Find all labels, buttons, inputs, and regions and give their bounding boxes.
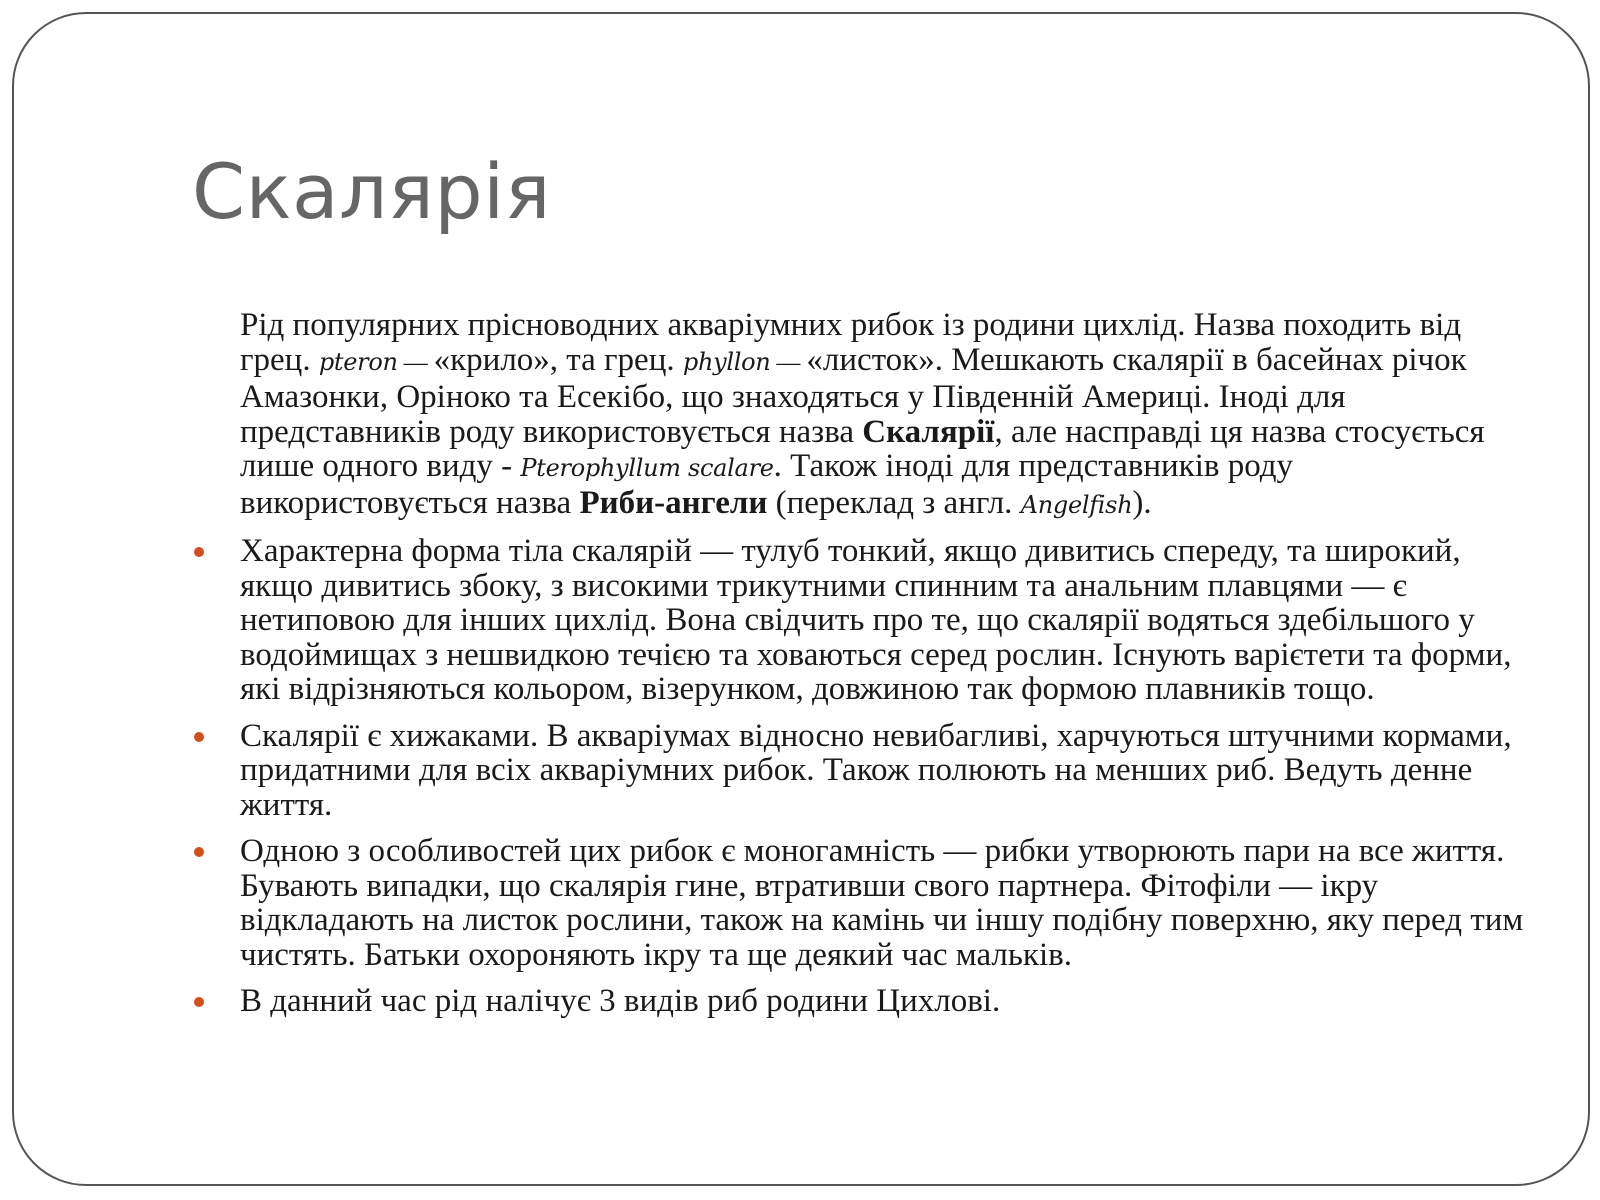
latin-term-angelfish: Angelfish [1020,490,1133,519]
bullet-dot-icon [194,997,204,1007]
intro-text-2: «крило», та грец. [433,341,683,378]
latin-term-pteron: pteron [318,347,398,376]
bullet-text-body-shape: Характерна форма тіла скалярій — тулуб тонкий, якщо дивитись спереду, та широкий, якщо дивитись збоку, з високими трикутними спинним та анальним плавцями — є нетиповою для інших цихлід. Вона свідчить про те, що скалярії водяться здебільшого у водоймищах з нешвидкою течією та ховаються серед рослин. Існують варієтети та форми, які відрізняються кольором, візерунком, довжиною так формою плавників тощо. [240,533,1512,707]
bullet-dot-icon [194,732,204,742]
intro-text-7: ). [1132,484,1152,521]
bold-term-angelfish-ua: Риби-ангели [579,484,768,521]
intro-text-3: «листок». Мешкають скалярії в басейнах річок Амазонки, Оріноко та Есекібо, що знаходяться у Південній Америці. Іноді для представників роду використовується назва [240,341,1467,450]
bullet-item-monogamy [240,834,1530,972]
slide-frame [12,12,1590,1186]
bullet-text-predators: Скалярії є хижаками. В акваріумах відносно невибагливі, харчуються штучними кормами, придатними для всіх акваріумних рибок. Також полюють на менших риб. Ведуть денне життя. [240,717,1512,823]
latin-term-phyllon: phyllon [682,347,771,376]
bullet-dot-icon [194,547,204,557]
bullet-text-species-count: В данний час рід налічує 3 видів риб родини Цихлові. [240,983,1001,1019]
bullet-dot-icon [194,847,204,857]
bullet-text-monogamy: Одною з особливостей цих рибок є моногамність — рибки утворюють пари на все життя. Бувають випадки, що скалярія гине, втративши свого партнера. Фітофіли — ікру відкладають на листок рослини, також на камінь чи іншу подібну поверхню, яку перед тим чистять. Батьки охороняють ікру та ще деякий час мальків. [240,833,1524,973]
intro-text-4: , але насправді ця назва стосується лише одного виду - [240,413,1485,484]
intro-text-5: . Також іноді для представників роду використовується назва [240,448,1294,521]
intro-text-6: (переклад з англ. [767,484,1021,521]
bullet-item-predators [240,719,1530,823]
bullet-item-body-shape [240,534,1530,707]
bold-term-scalarii: Скалярії [862,413,995,450]
latin-term-pterophyllum-scalare: Pterophyllum scalare [520,454,774,482]
intro-dash-2: — [770,349,807,376]
intro-text-1: Рід популярних прісноводних акваріумних рибок із родини цихлід. Назва походить від грец. [240,307,1462,378]
bullet-item-species-count [240,984,1530,1019]
slide-body-list [240,308,1530,1031]
slide-title: Скалярія [192,147,551,236]
intro-paragraph [240,308,1530,522]
intro-dash-1: — [397,349,434,376]
